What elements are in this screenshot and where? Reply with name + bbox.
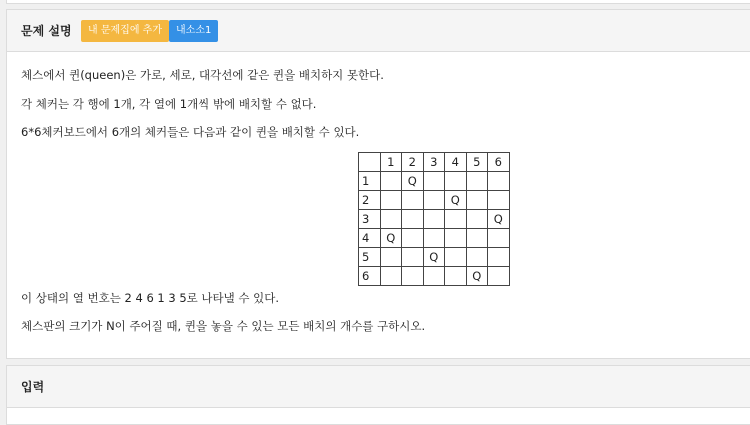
board-cell [380,172,402,191]
board-cell [466,172,488,191]
board-cell [488,229,510,248]
description-paragraph: 체스에서 퀸(queen)은 가로, 세로, 대각선에 같은 퀸을 배치하지 못한다. [21,68,384,82]
board-corner-cell [359,153,381,172]
board-column-header: 5 [466,153,488,172]
panel-title: 문제 설명 [21,24,72,38]
input-panel [6,365,750,425]
add-to-workbook-button[interactable]: 내 문제집에 추가 [81,20,169,42]
board-row [359,172,510,191]
board-cell [488,172,510,191]
board-cell [423,172,445,191]
board-cell [445,248,467,267]
board-cell [445,210,467,229]
board-row-header: 4 [359,229,381,248]
chess-board-table [358,152,510,286]
board-cell [423,210,445,229]
board-row [359,210,510,229]
board-column-header: 3 [423,153,445,172]
description-paragraph: 각 체커는 각 행에 1개, 각 열에 1개씩 밖에 배치할 수 없다. [21,97,317,111]
board-queen-cell: Q [488,210,510,229]
board-queen-cell: Q [380,229,402,248]
board-cell [466,210,488,229]
input-panel-title: 입력 [21,380,45,394]
board-header-row [359,153,510,172]
board-row [359,267,510,286]
board-row-header: 6 [359,267,381,286]
description-paragraph: 6*6체커보드에서 6개의 체커들은 다음과 같이 퀸을 배치할 수 있다. [21,125,360,139]
board-cell [402,191,424,210]
description-paragraph: 체스판의 크기가 N이 주어질 때, 퀸을 놓을 수 있는 모든 배치의 개수를 구하시오. [21,319,426,333]
board-row [359,229,510,248]
previous-panel-edge [6,0,750,4]
board-cell [423,191,445,210]
board-cell [402,229,424,248]
board-cell [445,267,467,286]
board-row [359,191,510,210]
board-row-header: 2 [359,191,381,210]
board-cell [380,210,402,229]
board-cell [445,229,467,248]
board-queen-cell: Q [402,172,424,191]
board-cell [402,210,424,229]
description-paragraph: 이 상태의 열 번호는 2 4 6 1 3 5로 나타낼 수 있다. [21,291,280,305]
problem-description-panel [6,9,750,359]
board-queen-cell: Q [423,248,445,267]
board-cell [466,229,488,248]
board-row [359,248,510,267]
board-cell [445,172,467,191]
board-cell [380,248,402,267]
board-cell [488,267,510,286]
board-cell [466,191,488,210]
board-column-header: 4 [445,153,467,172]
board-row-header: 3 [359,210,381,229]
board-queen-cell: Q [466,267,488,286]
author-button[interactable]: 내소소1 [169,20,218,42]
board-row-header: 1 [359,172,381,191]
panel-header [7,10,750,52]
board-queen-cell: Q [445,191,467,210]
board-cell [423,267,445,286]
board-column-header: 1 [380,153,402,172]
board-row-header: 5 [359,248,381,267]
board-cell [380,267,402,286]
board-cell [380,191,402,210]
board-cell [402,248,424,267]
board-column-header: 6 [488,153,510,172]
board-cell [466,248,488,267]
panel-header [7,366,750,408]
board-cell [488,248,510,267]
board-cell [488,191,510,210]
board-cell [402,267,424,286]
board-column-header: 2 [402,153,424,172]
board-cell [423,229,445,248]
